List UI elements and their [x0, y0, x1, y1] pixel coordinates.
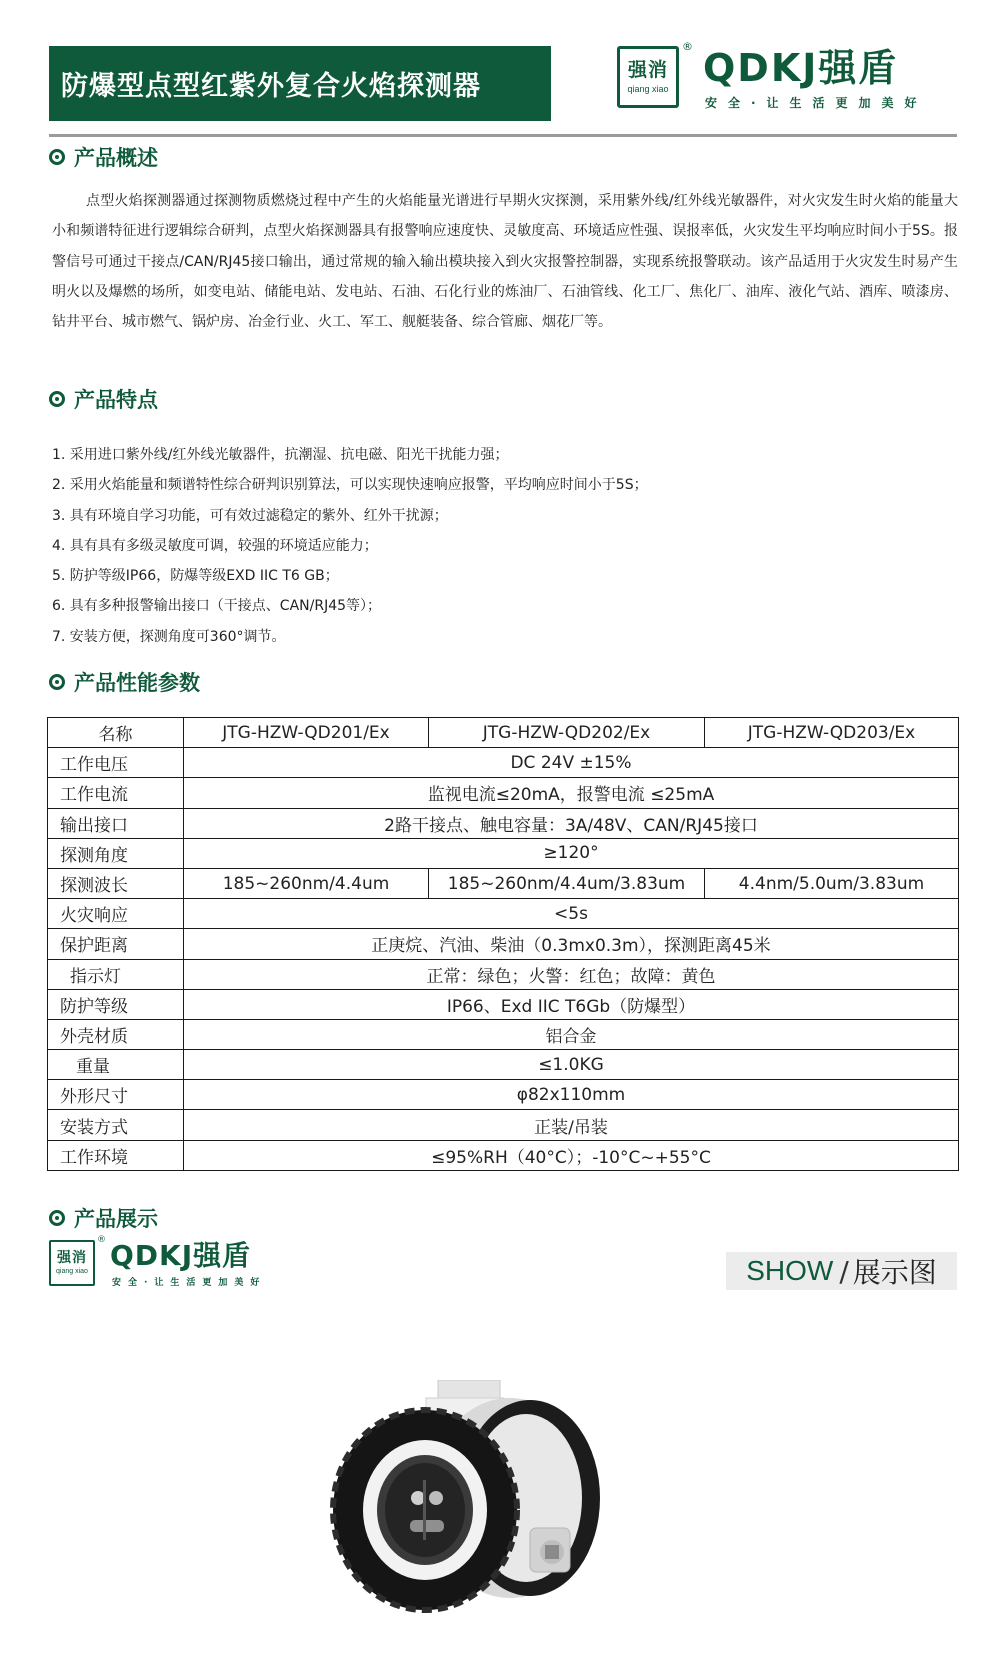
row-label: 工作电流 — [48, 778, 184, 808]
flame-detector-image — [330, 1380, 650, 1620]
brand-logo — [617, 40, 957, 110]
row-value: 正庚烷、汽油、柴油（0.3mx0.3m），探测距离45米 — [184, 929, 959, 959]
row-label: 指示灯 — [48, 959, 184, 989]
row-value: 2路干接点、触电容量：3A/48V、CAN/RJ45接口 — [184, 808, 959, 838]
section-heading-label: 产品概述 — [74, 146, 158, 170]
row-value: ≤1.0KG — [184, 1050, 959, 1080]
row-value: 铝合金 — [184, 1019, 959, 1049]
row-label: 保护距离 — [48, 929, 184, 959]
spec-table — [47, 717, 959, 1171]
seal-pinyin: qiang xiao — [627, 83, 669, 94]
target-icon — [49, 1210, 65, 1226]
row-label: 火灾响应 — [48, 899, 184, 929]
feature-item: 4. 具有具有多级灵敏度可调，较强的环境适应能力； — [52, 537, 378, 554]
row-value: <5s — [184, 899, 959, 929]
section-heading-overview — [49, 142, 158, 172]
row-value: IP66、Exd IIC T6Gb（防爆型） — [184, 989, 959, 1019]
page-title: 防爆型点型红紫外复合火焰探测器 — [49, 46, 551, 121]
section-heading-label: 产品性能参数 — [74, 671, 200, 695]
feature-item: 6. 具有多种报警输出接口（干接点、CAN/RJ45等）； — [52, 598, 382, 615]
row-label: 重量 — [48, 1050, 184, 1080]
brand-slogan: 安全·让生活更加美好 — [705, 96, 928, 110]
target-icon — [49, 391, 65, 407]
table-row — [48, 989, 959, 1019]
row-value: ≤95%RH（40°C）；-10°C~+55°C — [184, 1140, 959, 1170]
table-row — [48, 1050, 959, 1080]
row-value: φ82x110mm — [184, 1080, 959, 1110]
feature-item: 1. 采用进口紫外线/红外线光敏器件，抗潮湿、抗电磁、阳光干扰能力强； — [52, 447, 509, 463]
table-row — [48, 1080, 959, 1110]
overview-paragraph: 点型火焰探测器通过探测物质燃烧过程中产生的火焰能量光谱进行早期火灾探测，采用紫外线/红外线光敏器件，对火灾发生时火焰的能量大小和频谱特征进行逻辑综合研判，点型火焰探测器具有报警响应速度快、灵敏度高、环境适应性强、误报率低，火灾发生平均响应时间小于5S。报警信号可通过干接点/CAN/RJ45接口输出，通过常规的输入输出模块接入到火灾报警控制器，实现系统报警联动。该产品适用于火灾发生时易产生明火以及爆燃的场所，如变电站、储能电站、发电站、石油、石化行业的炼油厂、石油管线、化工厂、焦化厂、油库、液化气站、酒库、喷漆房、钻井平台、城市燃气、锅炉房、冶金行业、火工、军工、舰艇装备、综合管廊、烟花厂等。 — [52, 193, 958, 331]
seal-text: 强消 — [627, 59, 668, 82]
table-row — [48, 959, 959, 989]
section-heading-specs — [49, 667, 200, 697]
seal-text: 强消 — [57, 1249, 87, 1266]
target-icon — [49, 674, 65, 690]
show-tag-en: SHOW — [746, 1255, 834, 1286]
table-row — [48, 1140, 959, 1170]
row-label: 工作环境 — [48, 1140, 184, 1170]
table-row — [48, 808, 959, 838]
section-heading-label: 产品特点 — [74, 388, 158, 412]
model-cell: JTG-HZW-QD201/Ex — [184, 718, 429, 748]
section-heading-showcase — [49, 1203, 158, 1233]
row-label: 工作电压 — [48, 748, 184, 778]
table-row — [48, 718, 959, 748]
section-heading-features — [49, 384, 158, 414]
row-label: 安装方式 — [48, 1110, 184, 1140]
row-value: 4.4nm/5.0um/3.83um — [705, 868, 959, 898]
row-label: 防护等级 — [48, 989, 184, 1019]
row-label: 外形尺寸 — [48, 1080, 184, 1110]
row-value: 监视电流≤20mA，报警电流 ≤25mA — [184, 778, 959, 808]
table-row — [48, 778, 959, 808]
feature-item: 5. 防护等级IP66，防爆等级EXD IIC T6 GB； — [52, 568, 339, 585]
row-value: 正装/吊装 — [184, 1110, 959, 1140]
row-label: 名称 — [48, 718, 184, 748]
row-value: 正常：绿色；火警：红色；故障：黄色 — [184, 959, 959, 989]
brand-logo-small — [49, 1235, 289, 1290]
table-row — [48, 1110, 959, 1140]
table-row — [48, 748, 959, 778]
registered-mark: ® — [97, 1235, 106, 1245]
row-value: 185~260nm/4.4um/3.83um — [429, 868, 705, 898]
brand-seal — [49, 1240, 95, 1286]
model-cell: JTG-HZW-QD202/Ex — [429, 718, 705, 748]
row-label: 输出接口 — [48, 808, 184, 838]
feature-list — [52, 440, 952, 652]
feature-item: 2. 采用火焰能量和频谱特性综合研判识别算法，可以实现快速响应报警，平均响应时间小于5S； — [52, 477, 648, 494]
table-row — [48, 899, 959, 929]
brand-name: QDKJ强盾 — [703, 46, 899, 90]
brand-name: QDKJ强盾 — [110, 1239, 252, 1272]
registered-mark: ® — [682, 40, 693, 53]
brand-seal — [617, 46, 679, 108]
table-row — [48, 838, 959, 868]
seal-pinyin: qiang xiao — [56, 1268, 88, 1276]
row-label: 外壳材质 — [48, 1019, 184, 1049]
header-divider — [49, 134, 957, 137]
table-row — [48, 929, 959, 959]
show-tag-separator: / — [839, 1254, 849, 1288]
feature-item: 7. 安装方便，探测角度可360°调节。 — [52, 628, 286, 645]
show-tag — [726, 1252, 957, 1290]
table-row — [48, 1019, 959, 1049]
feature-item: 3. 具有环境自学习功能，可有效过滤稳定的紫外、红外干扰源； — [52, 507, 448, 524]
table-row — [48, 868, 959, 898]
model-cell: JTG-HZW-QD203/Ex — [705, 718, 959, 748]
row-value: DC 24V ±15% — [184, 748, 959, 778]
row-label: 探测角度 — [48, 838, 184, 868]
brand-slogan: 安全·让生活更加美好 — [112, 1278, 267, 1288]
show-tag-cn: 展示图 — [852, 1256, 937, 1289]
row-value: 185~260nm/4.4um — [184, 868, 429, 898]
row-label: 探测波长 — [48, 868, 184, 898]
section-heading-label: 产品展示 — [74, 1207, 158, 1231]
target-icon — [49, 149, 65, 165]
row-value: ≥120° — [184, 838, 959, 868]
